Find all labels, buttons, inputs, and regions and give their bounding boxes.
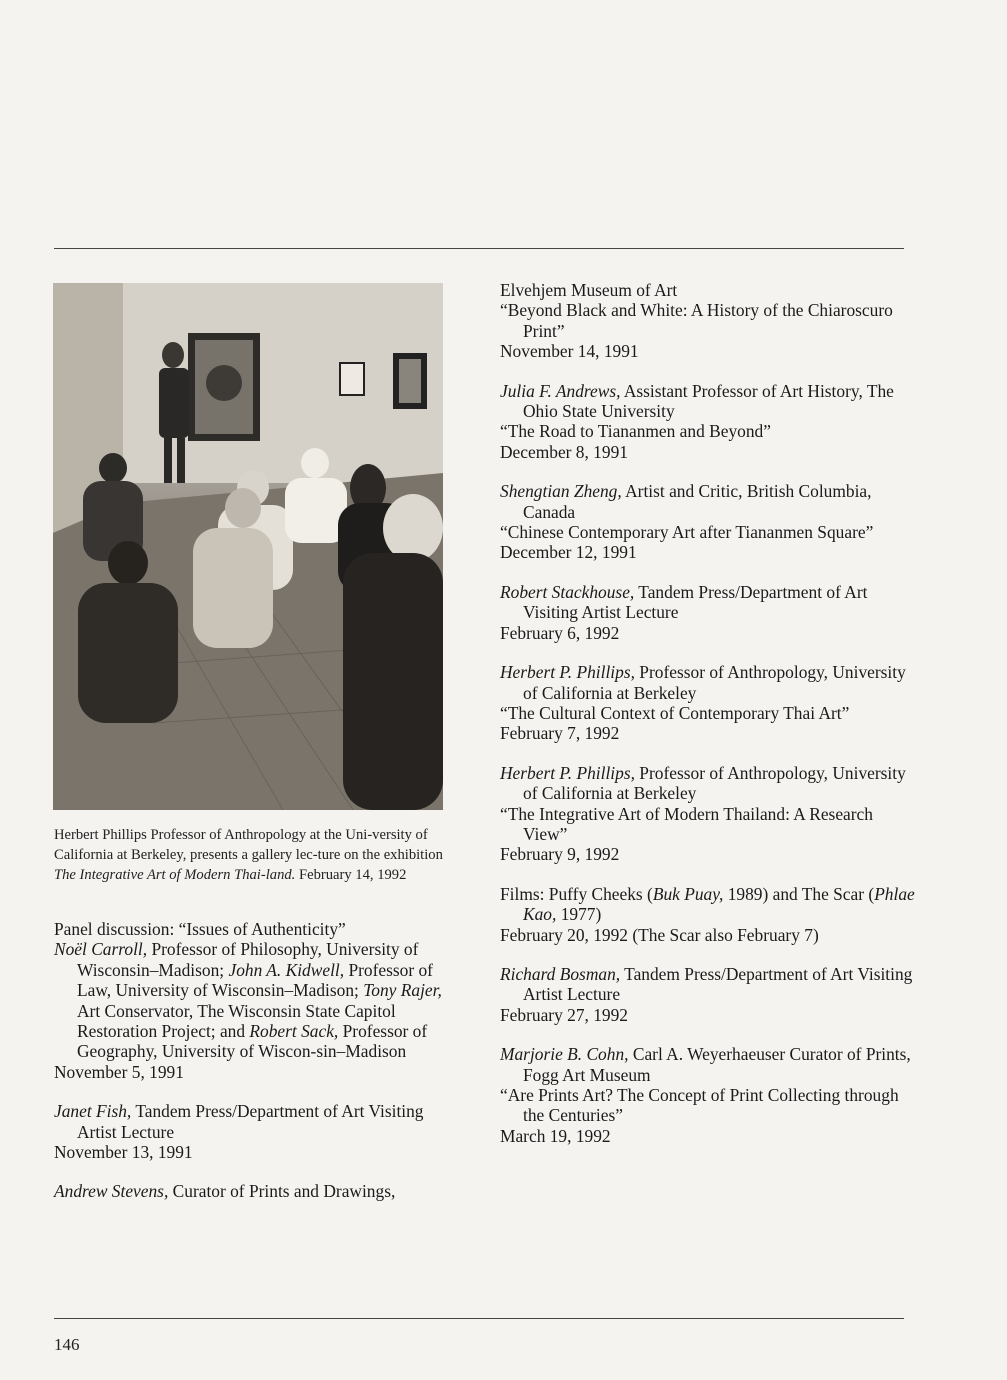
caption-exhibition-title: The Integrative Art of Modern Thai-land.: [54, 866, 296, 883]
left-column: [54, 919, 454, 1221]
entry-title: “The Cultural Context of Contemporary Thai Art”: [500, 702, 850, 723]
speaker-name: Noël Carroll,: [54, 939, 148, 960]
speaker-role: Tandem Press/Department of Art Visiting Artist Lecture: [77, 1101, 424, 1142]
speaker-role: Assistant Professor of Art History, The Ohio State University: [523, 380, 894, 422]
caption-date: February 14, 1992: [295, 866, 407, 883]
entry-participants: [54, 939, 454, 1061]
lecture-entry: [500, 1044, 920, 1146]
entry-date: February 20, 1992 (The Scar also February 7): [500, 924, 819, 945]
page-number: 146: [54, 1335, 80, 1354]
lecture-entry: [54, 1181, 454, 1201]
entry-title: “Chinese Contemporary Art after Tiananmen Square”: [500, 522, 874, 543]
lecture-entry: [500, 381, 920, 463]
speaker-name: Richard Bosman,: [500, 963, 621, 984]
speaker-name: Marjorie B. Cohn,: [500, 1044, 629, 1065]
speaker-role: Tandem Press/Department of Art Visiting Artist Lecture: [523, 581, 868, 623]
lecture-entry: [500, 481, 920, 563]
speaker-role: Professor of Anthropology, University of California at Berkeley: [523, 762, 906, 804]
photo-illustration: [53, 283, 443, 810]
entry-speaker: [54, 1101, 454, 1142]
lecture-entry: [500, 582, 920, 643]
speaker-role: Professor of Law, University of Wisconsin–Madison;: [77, 959, 433, 1001]
entry-venue: Elvehjem Museum of Art: [500, 280, 678, 300]
entry-speaker: [500, 1044, 920, 1085]
caption-text: Herbert Phillips Professor of Anthropology at the Uni-versity of California at Berkeley, presents a gallery lec-ture on the exhibition: [54, 827, 443, 863]
lecture-entry: [500, 662, 920, 744]
speaker-name: Robert Stackhouse,: [500, 581, 635, 602]
speaker-name: Julia F. Andrews,: [500, 380, 621, 401]
speaker-role: Professor of Anthropology, University of California at Berkeley: [523, 662, 906, 703]
top-rule: [54, 248, 904, 249]
entry-date: November 14, 1991: [500, 341, 639, 362]
speaker-role: Curator of Prints and Drawings,: [168, 1181, 396, 1202]
speaker-role: Professor of Geography, University of Wiscon-sin–Madison: [77, 1021, 428, 1062]
speaker-name: Herbert P. Phillips,: [500, 762, 635, 783]
entry-date: February 7, 1992: [500, 723, 620, 744]
speaker-name: John A. Kidwell,: [228, 959, 345, 980]
entry-speaker: [500, 763, 920, 804]
entry-date: December 8, 1991: [500, 441, 628, 462]
entry-speaker: [500, 662, 920, 703]
speaker-role: Artist and Critic, British Columbia, Canada: [523, 481, 872, 522]
speaker-name: Tony Rajer,: [363, 980, 442, 1001]
lecture-entry: [500, 763, 920, 865]
speaker-name: Shengtian Zheng,: [500, 481, 622, 502]
lecture-entry: [500, 884, 920, 945]
speaker-role: Tandem Press/Department of Art Visiting Artist Lecture: [523, 963, 913, 1005]
entry-speaker: [500, 964, 920, 1005]
entry-date: February 6, 1992: [500, 622, 620, 643]
entry-speaker: [500, 381, 920, 422]
lecture-entry: [500, 280, 920, 362]
speaker-name: Herbert P. Phillips,: [500, 662, 635, 683]
entry-date: February 9, 1992: [500, 844, 620, 865]
speaker-role: Professor of Philosophy, University of Wisconsin–Madison;: [77, 939, 419, 980]
speaker-role: Carl A. Weyerhaeuser Curator of Prints, Fogg Art Museum: [523, 1044, 911, 1085]
entry-speaker: [500, 481, 920, 522]
entry-date: December 12, 1991: [500, 542, 637, 563]
speaker-name: Andrew Stevens,: [54, 1181, 169, 1202]
film-original-title: Buk Puay,: [652, 883, 724, 904]
film-text: 1977): [556, 904, 602, 925]
entry-date: November 5, 1991: [54, 1061, 184, 1082]
gallery-lecture-photo: [53, 283, 443, 810]
lecture-entry: [500, 964, 920, 1025]
entry-title: “The Integrative Art of Modern Thailand: A Research View”: [500, 803, 873, 844]
film-text: Films: Puffy Cheeks (: [500, 883, 653, 904]
entry-speaker: [500, 582, 920, 623]
speaker-name: Robert Sack,: [249, 1021, 339, 1042]
entry-title: “Beyond Black and White: A History of the Chiaroscuro Print”: [500, 300, 893, 341]
entry-title: “Are Prints Art? The Concept of Print Collecting through the Centuries”: [500, 1085, 899, 1126]
entry-title: “The Road to Tiananmen and Beyond”: [500, 421, 771, 442]
lecture-entry: [54, 1101, 454, 1162]
entry-speaker: [54, 1181, 454, 1201]
film-text: 1989) and The Scar (: [723, 883, 875, 904]
bottom-rule: [54, 1318, 904, 1319]
right-column: [500, 280, 920, 1165]
photo-caption: [54, 826, 446, 885]
speaker-role: Art Conservator, The Wisconsin State Capitol Restoration Project; and: [77, 1000, 396, 1042]
entry-title: Panel discussion: “Issues of Authenticity”: [54, 919, 346, 939]
lecture-entry: [54, 919, 454, 1082]
entry-title: [500, 884, 920, 925]
entry-date: March 19, 1992: [500, 1125, 611, 1146]
entry-date: February 27, 1992: [500, 1004, 628, 1025]
film-original-title: Phlae Kao,: [523, 883, 915, 925]
speaker-name: Janet Fish,: [54, 1101, 132, 1122]
entry-date: November 13, 1991: [54, 1142, 193, 1163]
